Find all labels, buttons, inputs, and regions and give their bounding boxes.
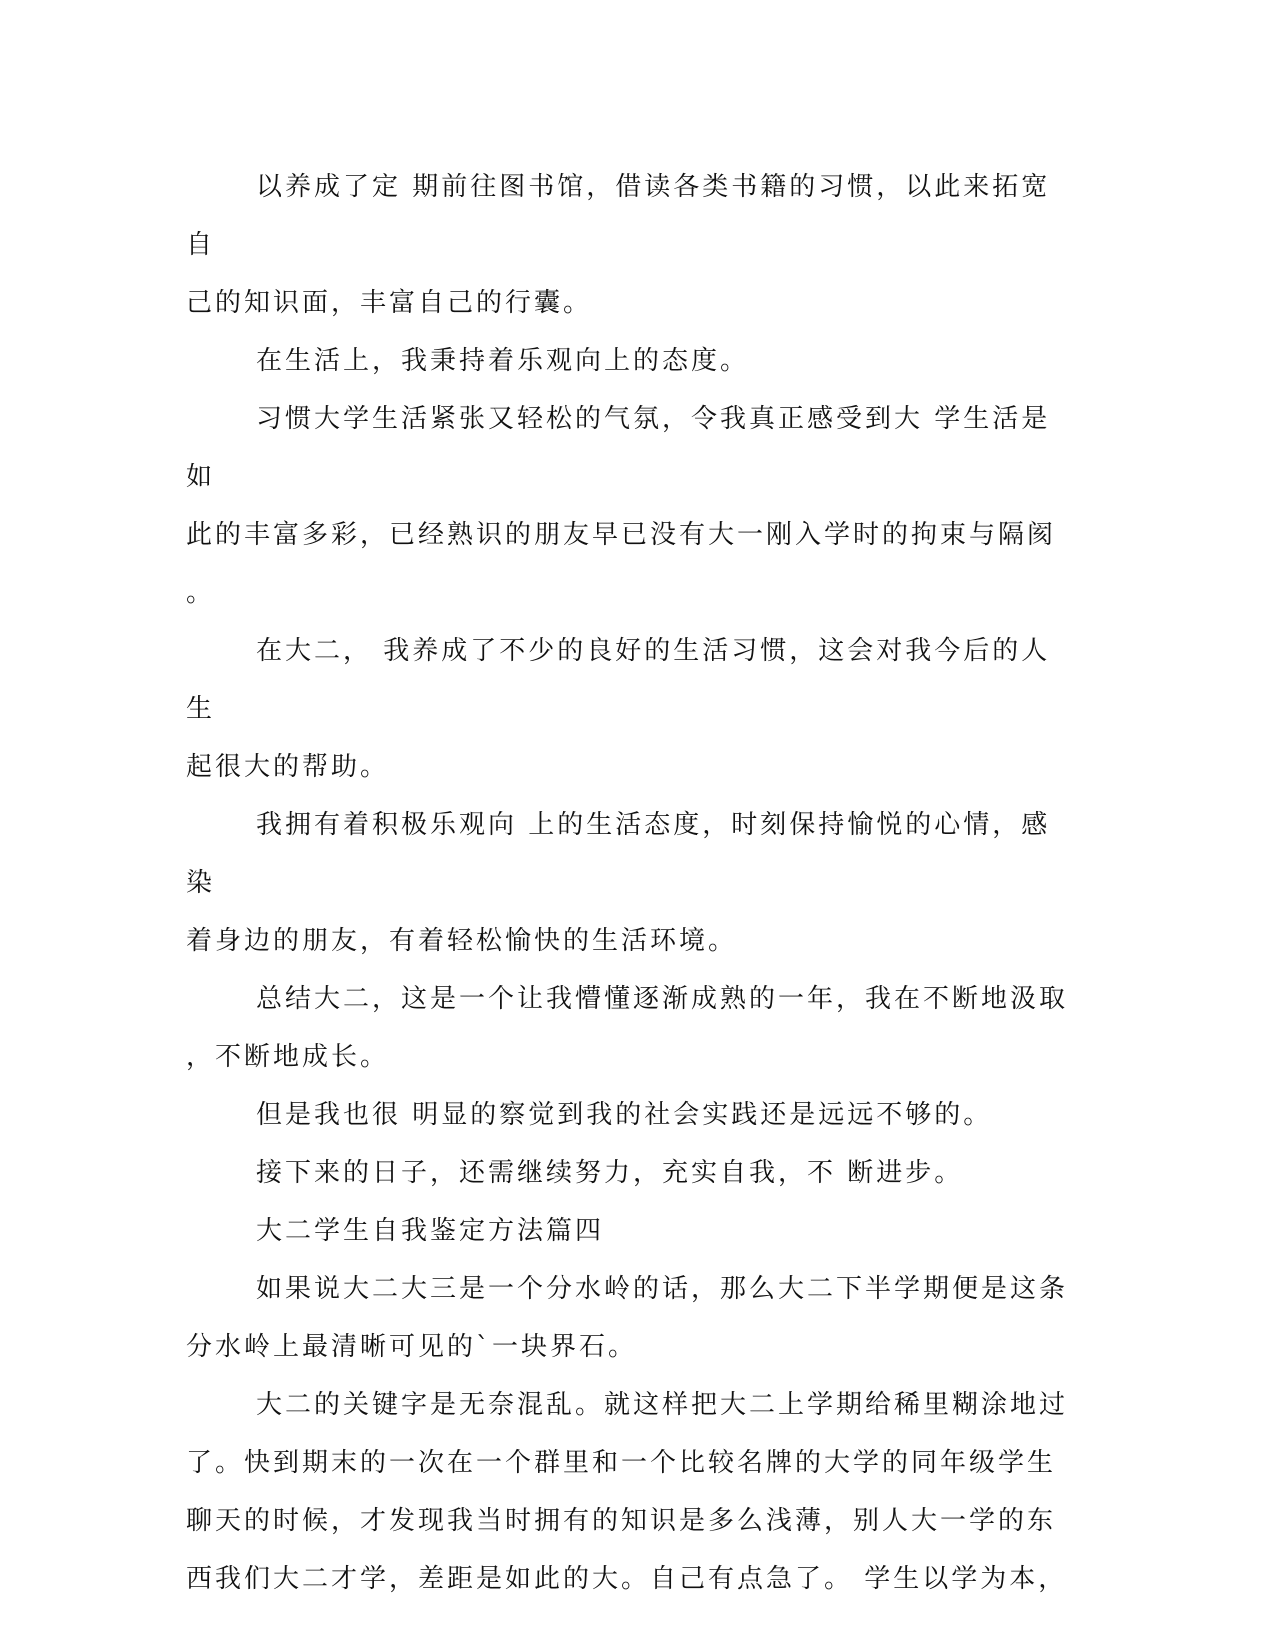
line: 接下来的日子，还需继续努力，充实自我，不 断进步。 (256, 1158, 964, 1188)
paragraph-5 (186, 796, 1076, 970)
paragraph-2 (186, 332, 1076, 390)
line: 。 (186, 578, 216, 608)
line: 总结大二，这是一个让我懵懂逐渐成熟的一年，我在不断地汲取 (256, 984, 1069, 1014)
paragraph-7 (186, 1086, 1076, 1144)
line: 分水岭上最清晰可见的`一块界石。 (186, 1332, 638, 1362)
paragraph-4 (186, 622, 1076, 796)
line: 我拥有着积极乐观向 上的生活态度，时刻保持愉悦的心情，感染 (186, 810, 1051, 898)
line: 西我们大二才学，差距是如此的大。自己有点急了。 学生以学为本， (186, 1564, 1068, 1594)
paragraph-8 (186, 1144, 1076, 1202)
line: 大二的关键字是无奈混乱。就这样把大二上学期给稀里糊涂地过 (256, 1390, 1069, 1420)
paragraph-6 (186, 970, 1076, 1086)
section-heading (186, 1202, 1076, 1260)
paragraph-3 (186, 390, 1076, 622)
line: 在生活上，我秉持着乐观向上的态度。 (256, 346, 750, 376)
line: 己的知识面，丰富自己的行囊。 (186, 288, 593, 318)
line: 此的丰富多彩，已经熟识的朋友早已没有大一刚入学时的拘束与隔阂 (186, 520, 1057, 550)
line: 着身边的朋友，有着轻松愉快的生活环境。 (186, 926, 738, 956)
paragraph-11 (186, 1376, 1076, 1608)
line: 如果说大二大三是一个分水岭的话，那么大二下半学期便是这条 (256, 1274, 1069, 1304)
line: 但是我也很 明显的察觉到我的社会实践还是远远不够的。 (256, 1100, 993, 1130)
line: ，不断地成长。 (186, 1042, 390, 1072)
line: 大二学生自我鉴定方法篇四 (256, 1216, 605, 1246)
line: 了。快到期末的一次在一个群里和一个比较名牌的大学的同年级学生 (186, 1448, 1057, 1478)
line: 习惯大学生活紧张又轻松的气氛，令我真正感受到大 学生活是如 (186, 404, 1051, 492)
line: 聊天的时候，才发现我当时拥有的知识是多么浅薄，别人大一学的东 (186, 1506, 1057, 1536)
paragraph-1 (186, 158, 1076, 332)
paragraph-10 (186, 1260, 1076, 1376)
line: 在大二， 我养成了不少的良好的生活习惯，这会对我今后的人生 (186, 636, 1051, 724)
document-body (186, 158, 1076, 1608)
line: 以养成了定 期前往图书馆，借读各类书籍的习惯，以此来拓宽自 (186, 172, 1051, 260)
line: 起很大的帮助。 (186, 752, 390, 782)
